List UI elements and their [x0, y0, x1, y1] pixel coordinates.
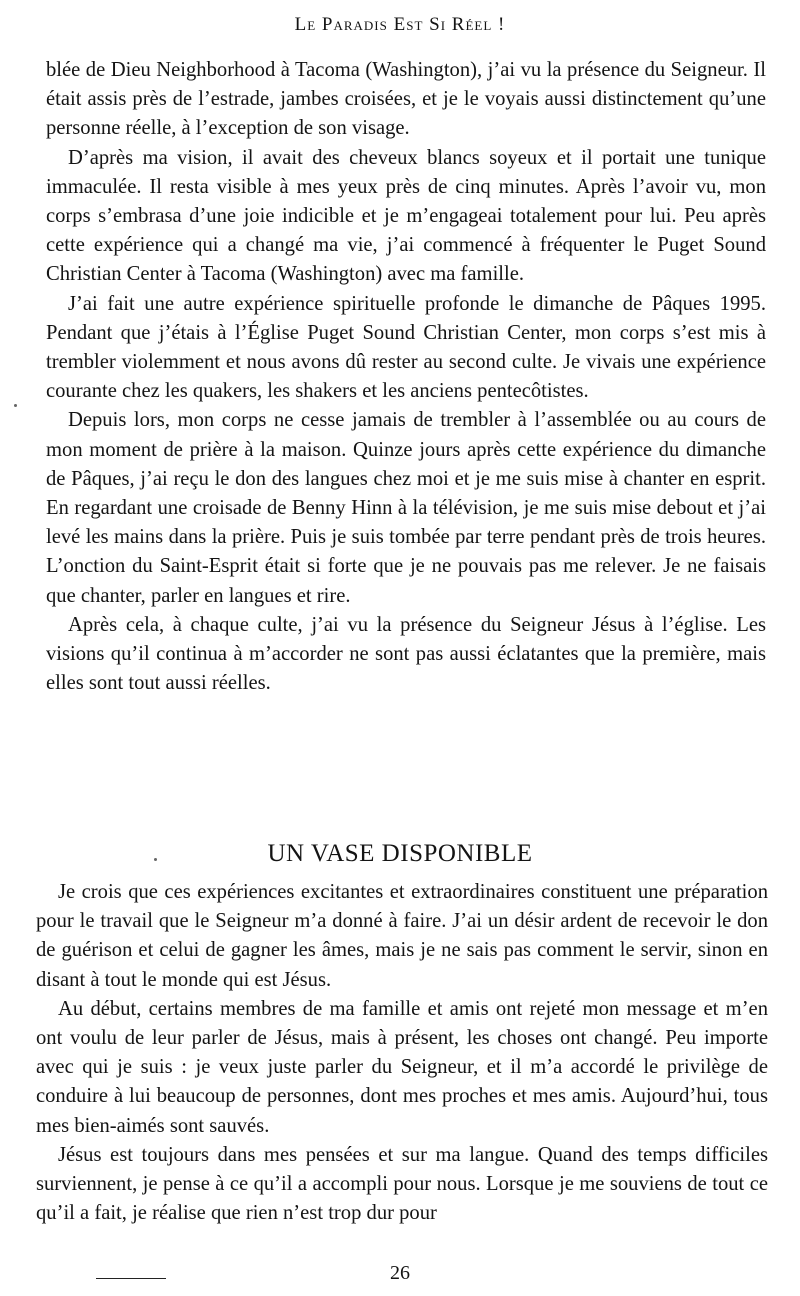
paragraph: Jésus est toujours dans mes pensées et sur ma langue. Quand des temps difficiles surviennent, je pense à ce qu’il a accompli pour nous. Lorsque je me souviens de tout ce qu’il a fait, je réalise que rien n’est trop dur pour	[36, 1143, 768, 1225]
paragraph: D’après ma vision, il avait des cheveux blancs soyeux et il portait une tunique immaculée. Il resta visible à mes yeux près de cinq minutes. Après l’avoir vu, mon corps s’embrasa d’une joie indicible et je m’engageai totalement pour lui. Peu après cette expérience qui a changé ma vie, j’ai commencé à fréquenter le Puget Sound Christian Center à Tacoma (Washington) avec ma famille.	[46, 146, 766, 286]
paragraph: J’ai fait une autre expérience spirituelle profonde le dimanche de Pâques 1995. Pendant que j’étais à l’Église Puget Sound Christian Center, mon corps s’est mis à trembler violemment et nous avons dû rester au second culte. Je vivais une expérience courante chez les quakers, les shakers et les anciens pentecôtistes.	[46, 292, 766, 403]
paragraph: Je crois que ces expériences excitantes et extraordinaires constituent une préparation pour le travail que le Seigneur m’a donné à faire. J’ai un désir ardent de recevoir le don de guérison et celui de gagner les âmes, mais je ne sais pas comment le servir, sinon en disant à tout le monde qui est Jésus.	[36, 881, 768, 991]
paragraph: blée de Dieu Neighborhood à Tacoma (Washington), j’ai vu la présence du Seigneur. Il était assis près de l’estrade, jambes croisées, et je le voyais aussi distinctement qu’une personne réelle, à l’exception de son visage.	[46, 59, 766, 140]
paragraph: Au début, certains membres de ma famille et amis ont rejeté mon message et m’en ont voulu de leur parler de Jésus, mais à présent, les choses ont changé. Peu importe avec qui je suis : je veux juste parler du Seigneur, et il m’a accordé le privilège de conduire à lui beaucoup de personnes, dont mes proches et mes amis. Aujourd’hui, tous mes bien-aimés sont sauvés.	[36, 997, 768, 1137]
body-text-section-1	[46, 56, 766, 698]
running-head: Le Paradis Est Si Réel !	[294, 14, 506, 35]
paragraph: Depuis lors, mon corps ne cesse jamais de trembler à l’assemblée ou au cours de mon moment de prière à la maison. Quinze jours après cette expérience du dimanche de Pâques, j’ai reçu le don des langues chez moi et je me suis mise à chanter en esprit. En regardant une croisade de Benny Hinn à la télévision, je me suis mise debout et j’ai levé les mains dans la prière. Puis je suis tombée par terre pendant près de trois heures. L’onction du Saint-Esprit était si forte que je ne pouvais pas me relever. Je ne faisais que chanter, parler en langues et rire.	[46, 409, 766, 607]
page-number: 26	[390, 1262, 410, 1284]
paragraph: Après cela, à chaque culte, j’ai vu la présence du Seigneur Jésus à l’église. Les visions qu’il continua à m’accorder ne sont pas aussi éclatantes que la première, mais elles sont tout aussi réelles.	[46, 613, 766, 695]
scan-speck	[154, 858, 157, 861]
body-text-section-2	[36, 878, 768, 1228]
section-heading: UN VASE DISPONIBLE	[267, 840, 533, 867]
scan-speck	[14, 404, 17, 407]
